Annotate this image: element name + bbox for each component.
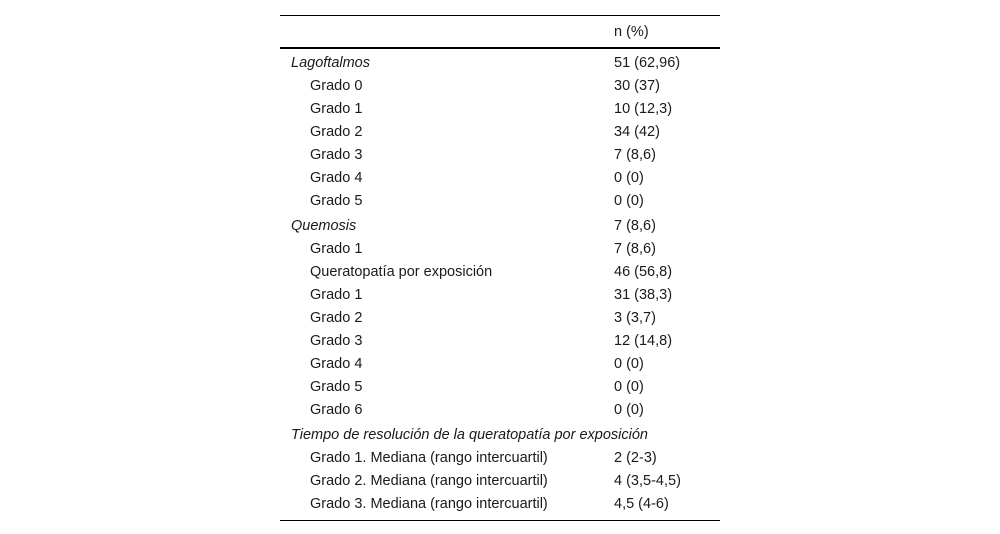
row-label: Queratopatía por exposición (310, 264, 493, 280)
row-value: 7 (8,6) (614, 241, 656, 257)
table-row (280, 284, 720, 307)
row-label: Grado 5 (310, 379, 363, 395)
row-value: 31 (38,3) (614, 287, 673, 303)
table-row (280, 493, 720, 516)
section-value: 7 (8,6) (614, 218, 656, 234)
table-header (280, 16, 720, 49)
row-value: 10 (12,3) (614, 101, 673, 117)
row-value: 30 (37) (614, 78, 660, 94)
row-label: Grado 2. Mediana (rango intercuartil) (310, 473, 548, 489)
header-value-column: n (%) (614, 24, 649, 40)
table-row (280, 399, 720, 422)
row-value: 12 (14,8) (614, 333, 673, 349)
row-label: Grado 3. Mediana (rango intercuartil) (310, 496, 548, 512)
table-row (280, 75, 720, 98)
section-title: Tiempo de resolución de la queratopatía por exposición (291, 427, 648, 443)
row-value: 3 (3,7) (614, 310, 656, 326)
section-value: 51 (62,96) (614, 55, 681, 71)
row-label: Grado 1 (310, 241, 363, 257)
table-row (280, 330, 720, 353)
row-value: 0 (0) (614, 356, 644, 372)
table-row (280, 238, 720, 261)
row-label: Grado 1 (310, 101, 363, 117)
row-value: 0 (0) (614, 379, 644, 395)
table-row (280, 144, 720, 167)
row-label: Grado 3 (310, 147, 363, 163)
row-value: 7 (8,6) (614, 147, 656, 163)
row-value: 4 (3,5-4,5) (614, 473, 681, 489)
row-value: 46 (56,8) (614, 264, 673, 280)
row-value: 2 (2-3) (614, 450, 657, 466)
row-label: Grado 3 (310, 333, 363, 349)
results-table (280, 15, 720, 521)
row-label: Grado 5 (310, 193, 363, 209)
table-row (280, 307, 720, 330)
section-title: Quemosis (291, 218, 357, 234)
table-row (280, 447, 720, 470)
section-lagoftalmos (280, 52, 720, 75)
table-row (280, 261, 720, 284)
table-row (280, 98, 720, 121)
row-value: 4,5 (4-6) (614, 496, 669, 512)
row-label: Grado 0 (310, 78, 363, 94)
section-tiempo-resolucion (280, 424, 720, 447)
table-row (280, 167, 720, 190)
row-label: Grado 2 (310, 310, 363, 326)
table-row (280, 376, 720, 399)
row-label: Grado 4 (310, 356, 363, 372)
section-title: Lagoftalmos (291, 55, 370, 71)
row-label: Grado 1 (310, 287, 363, 303)
row-value: 0 (0) (614, 170, 644, 186)
row-label: Grado 6 (310, 402, 363, 418)
row-label: Grado 4 (310, 170, 363, 186)
section-quemosis (280, 215, 720, 238)
row-value: 0 (0) (614, 402, 644, 418)
table-row (280, 353, 720, 376)
table-row (280, 470, 720, 493)
row-value: 34 (42) (614, 124, 660, 140)
table-bottom-rule (280, 520, 720, 521)
row-value: 0 (0) (614, 193, 644, 209)
row-label: Grado 1. Mediana (rango intercuartil) (310, 450, 548, 466)
row-label: Grado 2 (310, 124, 363, 140)
table-row (280, 190, 720, 213)
table-body (280, 49, 720, 516)
table-row (280, 121, 720, 144)
